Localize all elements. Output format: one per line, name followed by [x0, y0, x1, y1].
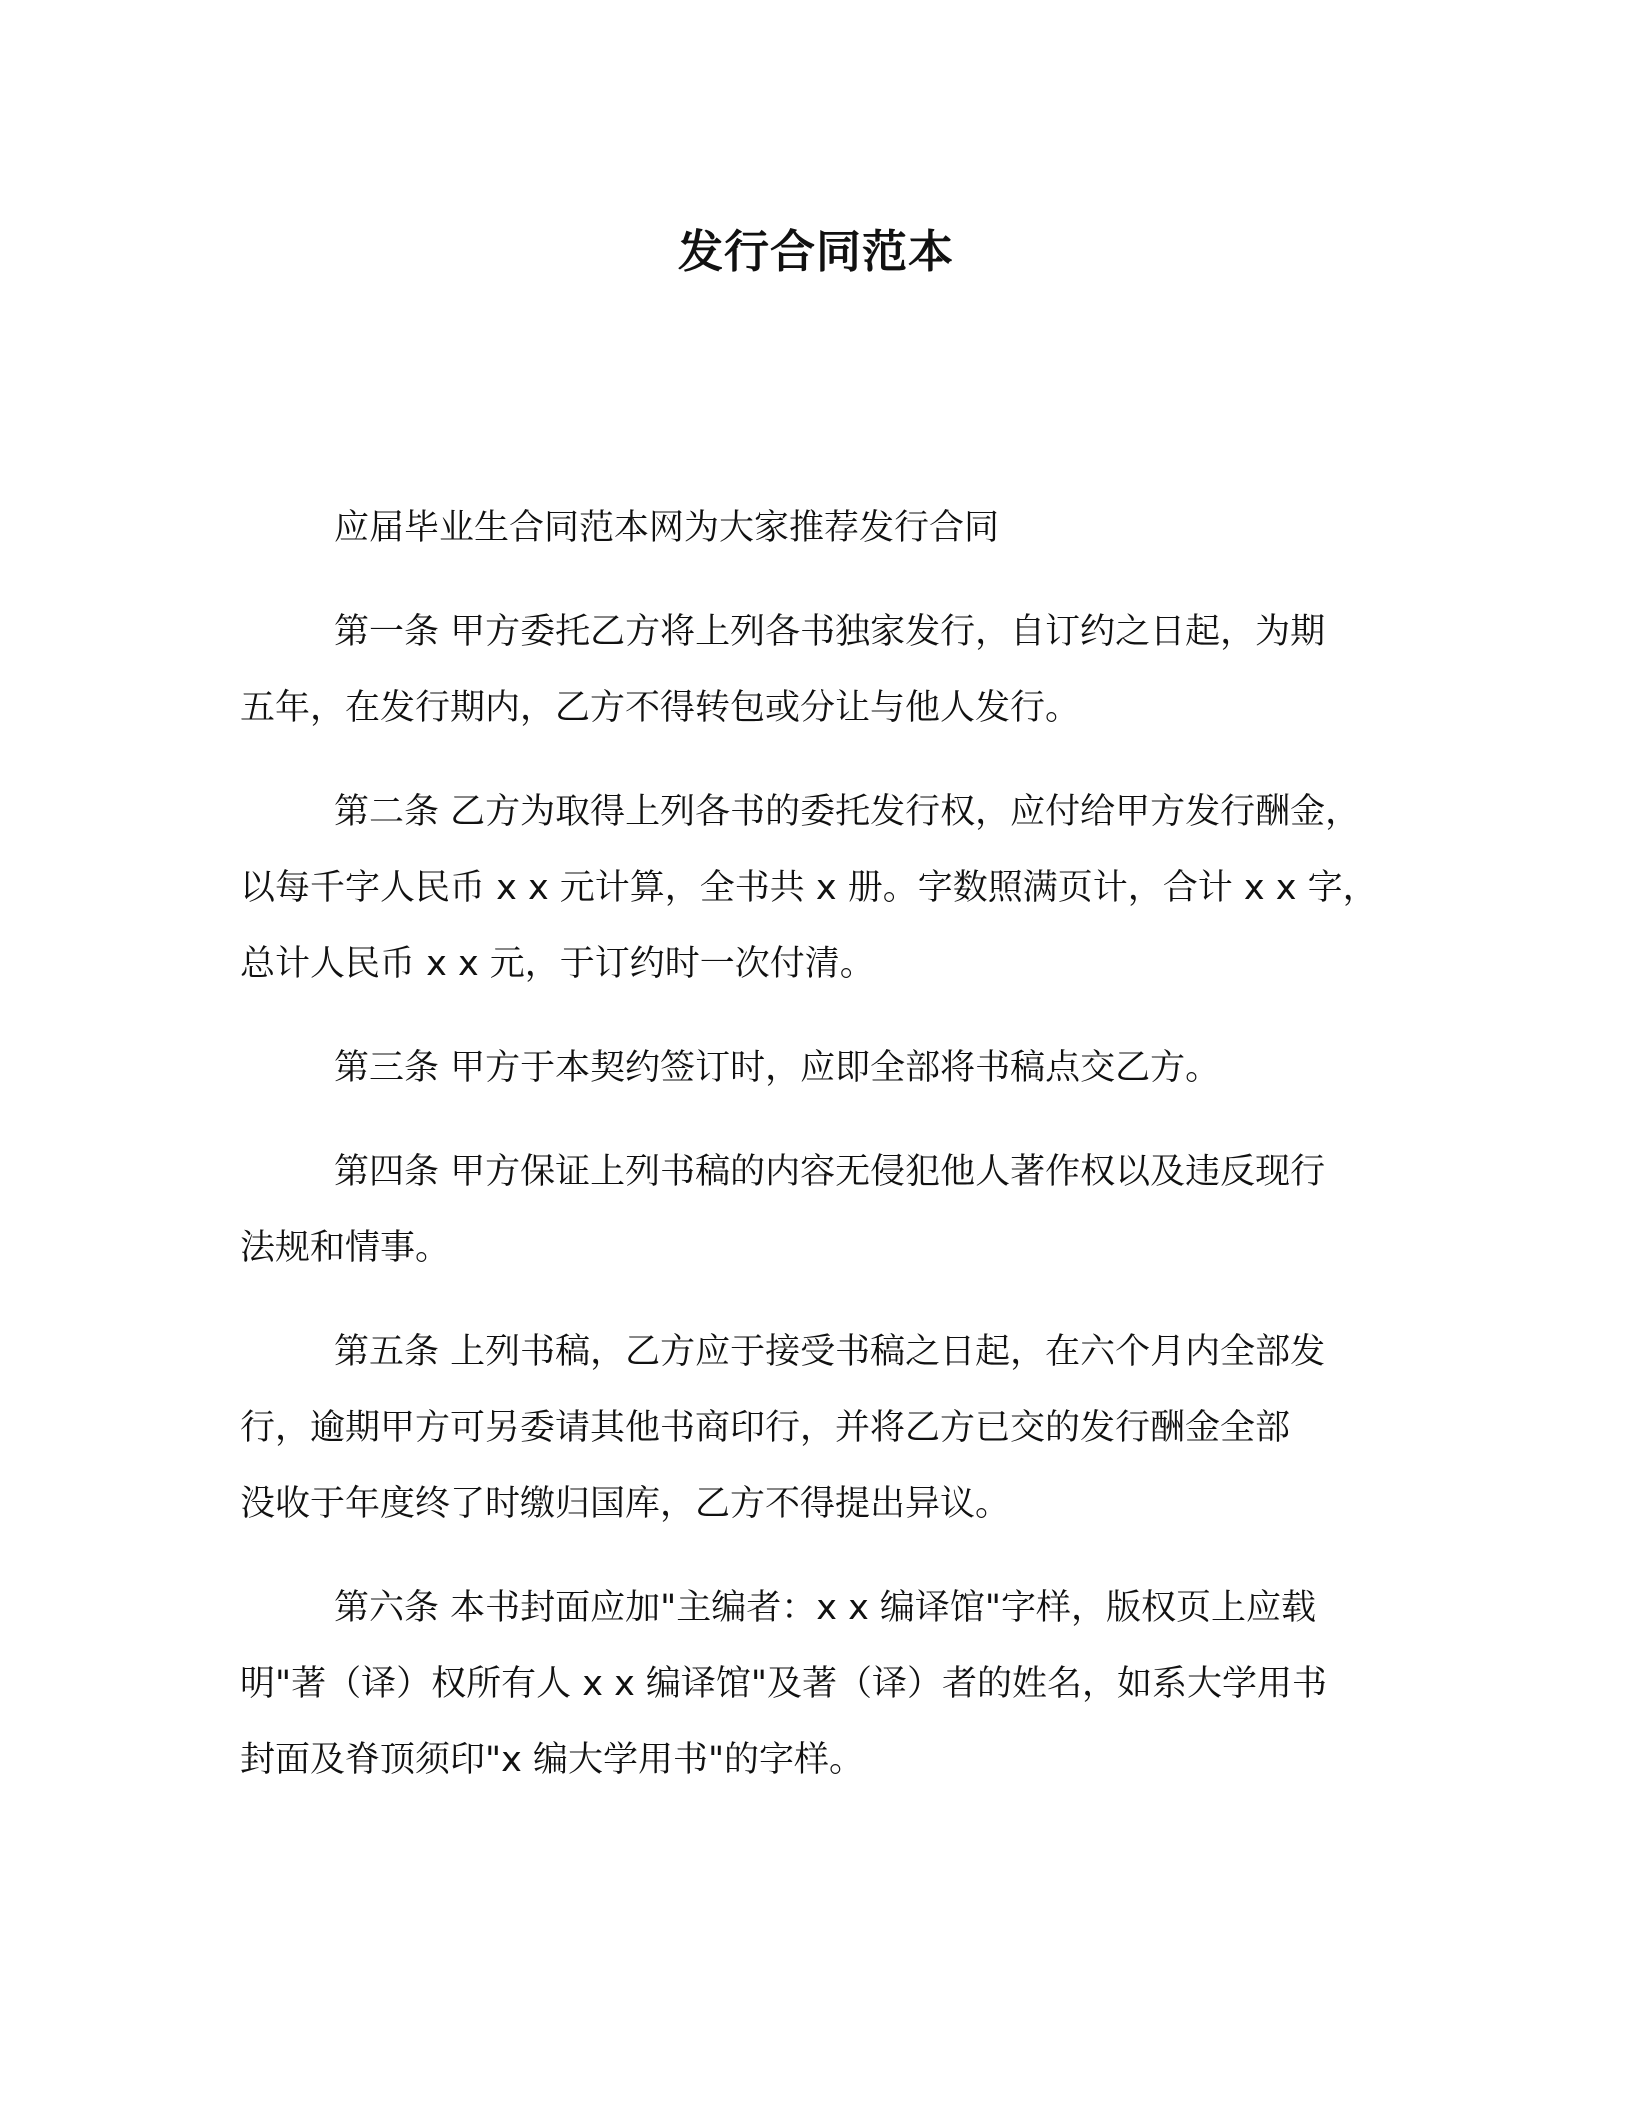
- paragraph-line: 第四条 甲方保证上列书稿的内容无侵犯他人著作权以及违反现行: [334, 1152, 1326, 1192]
- document-title: 发行合同范本: [677, 225, 954, 278]
- paragraph-line: 封面及脊顶须印"x 编大学用书"的字样。: [240, 1740, 865, 1780]
- document-body: [240, 490, 1405, 1826]
- paragraph-line: 第一条 甲方委托乙方将上列各书独家发行，自订约之日起，为期: [334, 612, 1326, 652]
- paragraph-article-3: [240, 1030, 1405, 1106]
- paragraph-line: 第二条 乙方为取得上列各书的委托发行权，应付给甲方发行酬金，: [334, 792, 1361, 832]
- paragraph-article-4: [240, 1134, 1405, 1286]
- paragraph-line: 明"著（译）权所有人 x x 编译馆"及著（译）者的姓名，如系大学用书: [240, 1664, 1328, 1704]
- paragraph-line: 行，逾期甲方可另委请其他书商印行，并将乙方已交的发行酬金全部: [240, 1408, 1291, 1448]
- paragraph-article-2: [240, 774, 1405, 1002]
- paragraph-intro: [240, 490, 1405, 566]
- paragraph-article-1: [240, 594, 1405, 746]
- paragraph-line: 第六条 本书封面应加"主编者：x x 编译馆"字样，版权页上应载: [334, 1588, 1317, 1628]
- paragraph-line: 应届毕业生合同范本网为大家推荐发行合同: [334, 508, 1000, 548]
- paragraph-line: 五年，在发行期内，乙方不得转包或分让与他人发行。: [240, 688, 1081, 728]
- paragraph-line: 以每千字人民币 x x 元计算，全书共 x 册。字数照满页计，合计 x x 字，: [240, 868, 1378, 908]
- paragraph-line: 第五条 上列书稿，乙方应于接受书稿之日起，在六个月内全部发: [334, 1332, 1326, 1372]
- paragraph-line: 总计人民币 x x 元，于订约时一次付清。: [240, 944, 875, 984]
- paragraph-article-6: [240, 1570, 1405, 1798]
- paragraph-line: 第三条 甲方于本契约签订时，应即全部将书稿点交乙方。: [334, 1048, 1221, 1088]
- paragraph-line: 没收于年度终了时缴归国库，乙方不得提出异议。: [240, 1484, 1011, 1524]
- paragraph-article-5: [240, 1314, 1405, 1542]
- paragraph-line: 法规和情事。: [240, 1228, 451, 1268]
